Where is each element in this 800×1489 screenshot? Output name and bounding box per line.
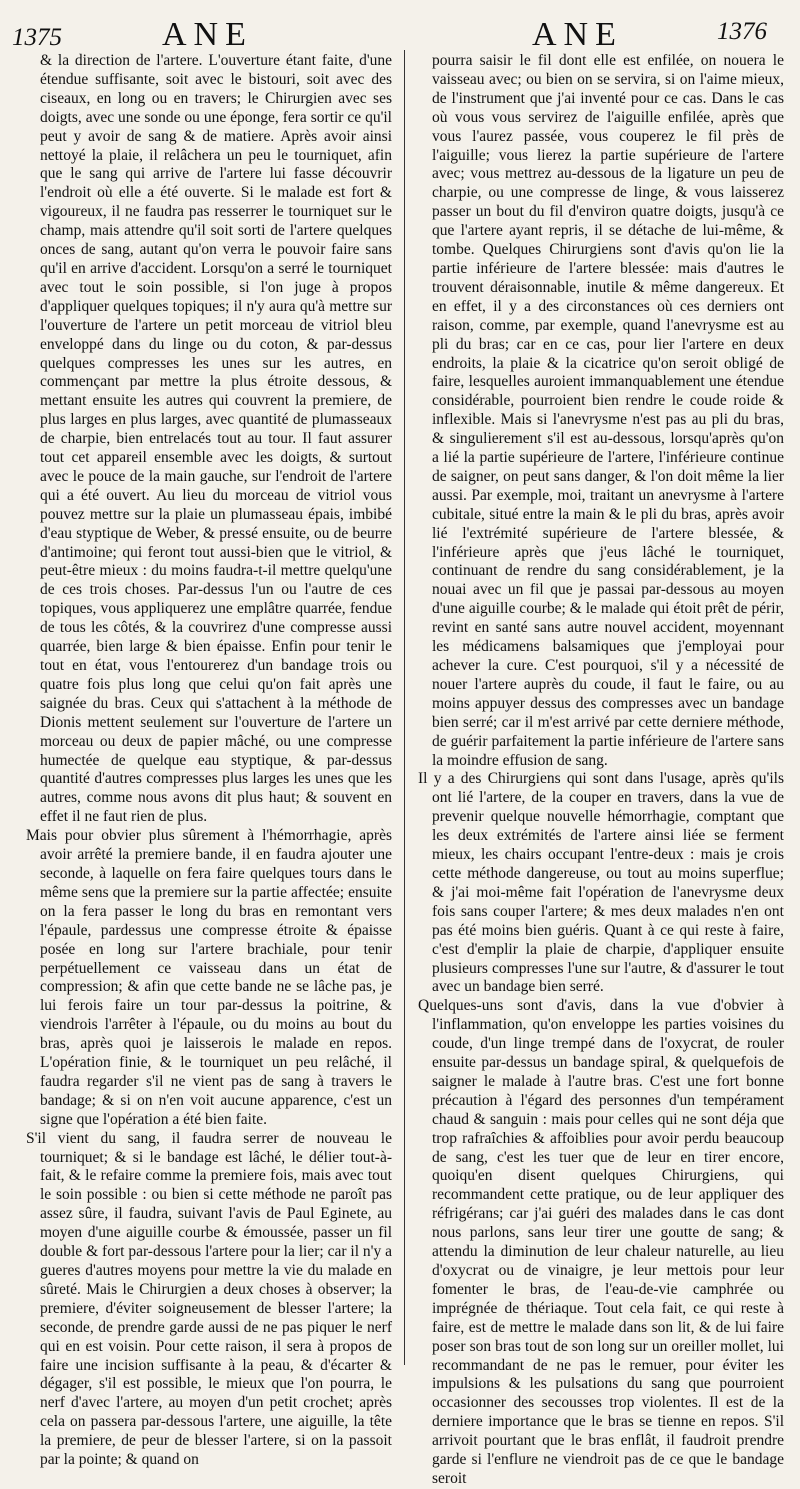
running-head-left: ANE <box>162 16 253 53</box>
column-divider <box>404 50 405 1365</box>
paragraph: Quelques-uns sont d'avis, dans la vue d'obvier à l'inflammation, qu'on enveloppe les parties voisines du coude, d'un linge trempé dans de l'oxycrat, de rouler ensuite par-dessus un bandage spiral, & quelquefois de saigner le malade à l'autre bras. C'est une fort bonne précaution à l'égard des personnes d'un tempérament chaud & sanguin : mais pour celles qui ne sont déja que trop rafraîchies & affoiblies pour avoir perdu beaucoup de sang, c'est les tuer que de leur en tirer encore, quoiqu'en disent quelques Chirurgiens, qui recommandent cette pratique, ou de leur appliquer des réfrigérans; car j'ai guéri des malades dans le cas dont nous parlons, sans leur tirer une goutte de sang; & attendu la diminution de leur chaleur naturelle, au lieu d'oxycrat ou de vinaigre, je leur mettois pour leur fomenter le bras, de l'eau-de-vie camphrée ou imprégnée de thériaque. Tout cela fait, ce qui reste à faire, est de mettre le malade dans son lit, & de lui faire poser son bras tout de son long sur un oreiller mollet, lui recommandant de ne pas le remuer, pour éviter les impulsions & les pulsations du sang que pourroient occasionner des secousses trop violentes. Il est de la derniere importance que le bras se tienne en repos. S'il arrivoit pourtant que le bras enflât, il faudroit prendre garde si l'enflure ne viendroit pas de ce que le bandage seroit <box>418 997 784 1487</box>
page-number-left: 1375 <box>12 24 62 51</box>
paragraph: pourra saisir le fil dont elle est enfilée, on nouera le vaisseau avec; ou bien on se servira, si on l'aime mieux, de l'instrument que j'ai inventé pour ce cas. Dans le cas où vous vous servirez de l'aiguille enfilée, après que vous l'aurez passée, vous couperez le fil près de l'aiguille; vous lierez la partie supérieure de l'artere avec; vous mettrez au-dessous de la ligature un peu de charpie, ou une compresse de linge, & vous laisserez passer un bout du fil d'environ quatre doigts, jusqu'à ce que l'artere ayant repris, il se détache de lui-même, & tombe. Quelques Chirurgiens sont d'avis qu'on lie la partie inférieure de l'artere blessée: mais d'autres le trouvent déraisonnable, inutile & même dangereux. Et en effet, il y a des circonstances où ces derniers ont raison, comme, par exemple, quand l'anevrysme est au pli du bras; car en ce cas, pour lier l'artere en deux endroits, la plaie & la cicatrice qu'on seroit obligé de faire, lesquelles auroient immanquablement une étendue considérable, pourroient bien rendre le coude roide & inflexible. Mais si l'anevrysme n'est pas au pli du bras, & singulierement s'il est au-dessous, lorsqu'après qu'on a lié la partie supérieure de l'artere, l'inférieure continue de saigner, on peut sans danger, & l'on doit même la lier aussi. Par exemple, moi, traitant un anevrysme à l'artere cubitale, situé entre la main & le pli du bras, après avoir lié l'extrémité supérieure de l'artere blessée, & l'inférieure après que j'eus lâché le tourniquet, continuant de rendre du sang considérablement, je la nouai avec un fil que je passai par-dessous au moyen d'une aiguille courbe; & le malade qui étoit prêt de périr, revint en santé sans autre nouvel accident, moyennant les médicamens balsamiques que j'employai pour achever la cure. C'est pourquoi, s'il y a nécessité de nouer l'artere auprès du coude, il faut le faire, ou au moins appuyer dessus des compresses avec un bandage bien serré; car il m'est arrivé par cette derniere méthode, de guérir parfaitement la partie inférieure de l'artere sans la moindre effusion de sang. <box>432 52 784 769</box>
running-head-right: ANE <box>532 16 623 53</box>
paragraph: Mais pour obvier plus sûrement à l'hémorrhagie, après avoir arrêté la premiere bande, il en faudra ajouter une seconde, à laquelle on fera faire quelques tours dans le même sens que la premiere sur la partie affectée; ensuite on la fera passer le long du bras en remontant vers l'épaule, pardessus une compresse étroite & épaisse posée en long sur l'artere brachiale, pour tenir perpétuellement ce vaisseau dans un état de compression; & afin que cette bande ne se lâche pas, je lui ferois faire un tour par-dessus la poitrine, & viendrois l'arrêter à l'épaule, ou du moins au bout du bras, après quoi je laisserois le malade en repos. L'opération finie, & le tourniquet un peu relâché, il faudra regarder s'il ne vient pas de sang à travers le bandage; & si on n'en voit aucune apparence, c'est un signe que l'opération a été bien faite. <box>26 827 392 1128</box>
paragraph: S'il vient du sang, il faudra serrer de nouveau le tourniquet; & si le bandage est lâché, le délier tout-à-fait, & le refaire comme la premiere fois, mais avec tout le soin possible : ou bien si cette méthode ne paroît pas assez sûre, il faudra, suivant l'avis de Paul Eginete, au moyen d'une aiguille courbe & émoussée, passer un fil double & fort par-dessous l'artere pour la lier; car il n'y a gueres d'autres moyens pour mettre la vie du malade en sûreté. Mais le Chirurgien a deux choses à observer; la premiere, d'éviter soigneusement de blesser l'artere; la seconde, de prendre garde aussi de ne pas piquer le nerf qui en est voisin. Pour cette raison, il sera à propos de faire une incision suffisante à la peau, & d'écarter & dégager, s'il est possible, le mieux que l'on pourra, le nerf d'avec l'artere, au moyen d'un petit crochet; après cela on passera par-dessous l'artere, une aiguille, la tête la premiere, de peur de blesser l'artere, si on la passoit par la pointe; & quand on <box>26 1129 392 1469</box>
text-column-left <box>26 52 392 1470</box>
paragraph: & la direction de l'artere. L'ouverture étant faite, d'une étendue suffisante, soit avec le bistouri, soit avec des ciseaux, en long ou en travers; le Chirurgien avec ses doigts, avec une sonde ou une éponge, fera sortir ce qu'il peut y avoir de sang & de matiere. Après avoir ainsi nettoyé la plaie, il relâchera un peu le tourniquet, afin que le sang qui arrive de l'artere lui fasse découvrir l'endroit où elle a été ouverte. Si le malade est fort & vigoureux, il ne faudra pas resserrer le tourniquet sur le champ, mais attendre qu'il soit sorti de l'artere quelques onces de sang, autant qu'on verra le pouvoir faire sans qu'il en arrive d'accident. Lorsqu'on a serré le tourniquet avec tout le soin possible, si l'on juge à propos d'appliquer quelques topiques; il n'y aura qu'à mettre sur l'ouverture de l'artere un petit morceau de vitriol bleu enveloppé dans du linge ou du coton, & par-dessus quelques compresses les unes sur les autres, en commençant par mettre la plus étroite dessous, & mettant ensuite les autres qui couvrent la premiere, de plus larges en plus larges, avec quantité de plumasseaux de charpie, bien entrelacés tout au tour. Il faut assurer tout cet appareil ensemble avec les doigts, & surtout avec le pouce de la main gauche, sur l'endroit de l'artere qui a été ouvert. Au lieu du morceau de vitriol vous pouvez mettre sur la plaie un plumasseau épais, imbibé d'eau styptique de Weber, & pressé ensuite, ou de beurre d'antimoine; qui feront tout aussi-bien que le vitriol, & peut-être mieux : du moins faudra-t-il mettre quelqu'une de ces trois choses. Par-dessus l'un ou l'autre de ces topiques, vous appliquerez une emplâtre quarrée, fendue de tous les côtés, & la couvrirez d'une compresse aussi quarrée, bien large & bien épaisse. Enfin pour tenir le tout en état, vous l'entourerez d'un bandage trois ou quatre fois plus long que celui qu'on fait après une saignée du bras. Ceux qui s'attachent à la méthode de Dionis mettent seulement sur l'ouverture de l'artere un morceau ou deux de papier mâché, ou une compresse humectée de quelque eau styptique, & par-dessus quantité d'autres compresses plus larges les unes que les autres, comme nous avons dit plus haut; & souvent en effet il ne faut rien de plus. <box>40 52 392 826</box>
page-number-right: 1376 <box>717 18 767 45</box>
paragraph: Il y a des Chirurgiens qui sont dans l'usage, après qu'ils ont lié l'artere, de la couper en travers, dans la vue de prevenir quelque nouvelle hémorrhagie, comptant que les deux extrémités de l'artere ainsi liée se ferment mieux, les chairs occupant l'entre-deux : mais je crois cette méthode dangereuse, ou tout au moins superflue; & j'ai moi-même fait l'opération de l'anevrysme deux fois sans couper l'artere; & mes deux malades n'en ont pas été moins bien guéris. Quant à ce qui reste à faire, c'est d'emplir la plaie de charpie, d'appliquer ensuite plusieurs compresses l'une sur l'autre, & d'assurer le tout avec un bandage bien serré. <box>418 770 784 996</box>
text-column-right <box>418 52 784 1489</box>
